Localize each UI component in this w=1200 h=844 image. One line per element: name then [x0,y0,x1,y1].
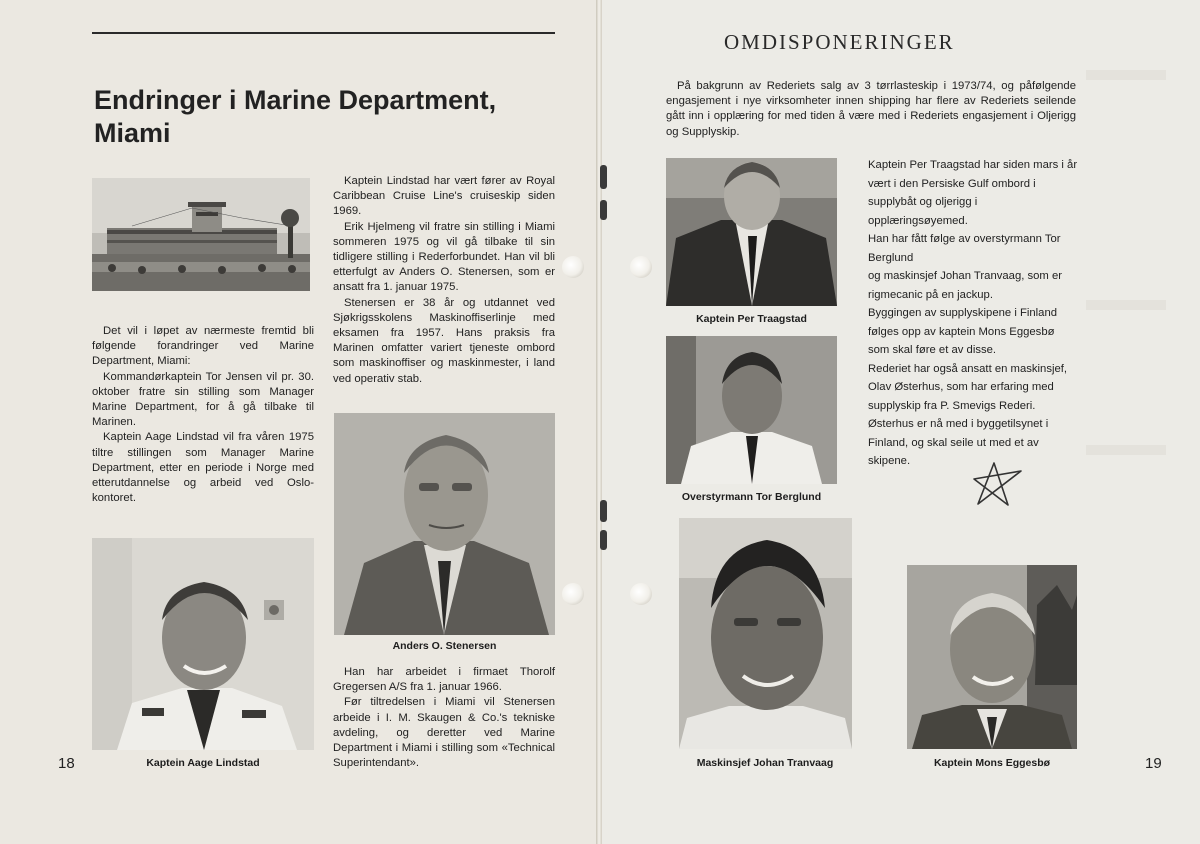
eggesbo-portrait-photo [907,565,1077,749]
right-body-paragraph: Byggingen av supplyskipene i Finland følges opp av kaptein Mons Eggesbø som skal føre et av disse. [868,307,1058,356]
lindstad-portrait-photo [92,538,314,750]
right-intro-text [666,79,1076,140]
traagstad-portrait-photo [666,158,837,306]
page-gutter [596,0,602,844]
binder-hole-top-right [630,256,652,278]
traagstad-caption: Kaptein Per Traagstad [696,313,807,325]
right-body-paragraph: og maskinsjef Johan Tranvaag, som er rigmecanic på en jackup. [868,270,1063,301]
page-number-right: 19 [1145,755,1162,772]
right-body-paragraph: Rederiet har også ansatt en maskinsjef, Olav Østerhus, som har erfaring med supplyskip fra P. Smevigs Rederi. Østerhus er nå med i byggetilsynet i Finland, og skal seile ut med et av skipene. [868,362,1068,467]
bleed-through-mark [1086,445,1166,455]
page-number-left: 18 [58,755,75,772]
intro-text [92,324,314,506]
tranvaag-caption: Maskinsjef Johan Tranvaag [696,757,834,769]
tranvaag-portrait-photo [679,518,852,749]
intro-paragraph: Kaptein Aage Lindstad vil fra våren 1975 tiltre stillingen som Manager Marine Department, etter en periode i Norge med etterutdannelse og arbeid ved Oslo-kontoret. [92,431,314,505]
bottom-paragraph: Før tiltredelsen i Miami vil Stenersen arbeide i I. M. Skaugen & Co.'s tekniske avdeling, og deretter ved Marine Department i Miami i stilling som «Technical Superintendant». [333,696,555,770]
middle-paragraph: Kaptein Lindstad har vært fører av Royal Caribbean Cruise Line's cruiseskip siden 1969. [333,175,555,218]
hand-drawn-star-icon [966,459,1026,509]
binder-hole-bottom [562,583,584,605]
middle-text [333,174,555,387]
article-headline: Endringer i Marine Department, Miami [94,85,497,148]
binder-tab-4 [600,530,607,550]
right-intro-paragraph: På bakgrunn av Rederiets salg av 3 tørrlasteskip i 1973/74, og påfølgende engasjement i nye virksomheter innen shipping har flere av Rederiets seilende gått inn i opplæring for med tiden å være med i Rederiets engasjement i Oljerigg og Supplyskip. [666,80,1076,138]
stenersen-portrait-photo [334,413,555,635]
miami-building-photo [92,178,310,291]
right-body-text [868,156,1078,471]
bottom-paragraph: Han har arbeidet i firmaet Thorolf Gregersen A/S fra 1. januar 1966. [333,666,555,694]
bleed-through-mark [1086,300,1166,310]
right-body-paragraph: Han har fått følge av overstyrmann Tor Berglund [868,233,1061,264]
binder-tab-1 [600,165,607,189]
bottom-text [333,665,555,771]
middle-paragraph: Erik Hjelmeng vil fratre sin stilling i Miami sommeren 1975 og vil gå tilbake til sin tidligere stilling i Rederforbundet. Han vil bli etterfulgt av Anders O. Stenersen, som er ansatt fra 1. januar 1975. [333,220,555,294]
middle-paragraph: Stenersen er 38 år og utdannet ved Sjøkrigsskolens Maskinoffiserlinje med eksamen fra 1957. Hans praksis fra Marinen omfatter variert tjeneste ombord som maskinoffiser og maskinmester, i land ved operativ stab. [333,296,555,385]
binder-hole-bottom-right [630,583,652,605]
intro-paragraph: Kommandørkaptein Tor Jensen vil pr. 30. oktober fratre sin stilling som Manager Marine Department, for å gå tilbake til Marinen. [92,370,314,429]
lindstad-caption: Kaptein Aage Lindstad [146,757,260,769]
right-body-paragraph: Kaptein Per Traagstad har siden mars i år vært i den Persiske Gulf ombord i supplybåt og oljerigg i opplæringsøyemed. [868,159,1078,227]
section-title: OMDISPONERINGER [724,30,955,54]
berglund-caption: Overstyrmann Tor Berglund [681,491,822,503]
berglund-portrait-photo [666,336,837,484]
stenersen-caption: Anders O. Stenersen [392,640,497,652]
binder-tab-3 [600,500,607,522]
binder-tab-2 [600,200,607,220]
top-rule [92,32,555,34]
binder-hole-top [562,256,584,278]
bleed-through-mark [1086,70,1166,80]
intro-paragraph: Det vil i løpet av nærmeste fremtid bli følgende forandringer ved Marine Department, Miami: [92,325,314,368]
eggesbo-caption: Kaptein Mons Eggesbø [933,757,1051,769]
